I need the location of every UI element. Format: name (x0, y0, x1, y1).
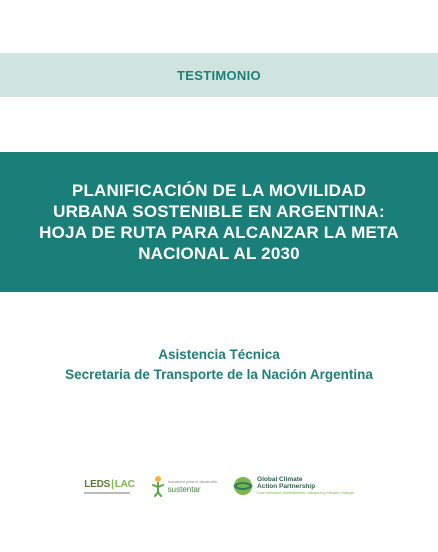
subtitle-line-2: Secretaria de Transporte de la Nación Argentina (65, 367, 373, 382)
sustentar-figure-icon (151, 475, 165, 497)
document-title: PLANIFICACIÓN DE LA MOVILIDAD URBANA SOSTENIBLE EN ARGENTINA: HOJA DE RUTA PARA ALCANZAR LA META NACIONAL AL 2030 (39, 181, 399, 263)
gcap-logo (233, 476, 354, 496)
gcap-name-line-1: Global Climate (257, 476, 303, 483)
header-band (0, 53, 438, 97)
leds-logo-underline (84, 492, 130, 494)
lac-logo-text: LAC (114, 478, 135, 490)
sustentar-name: sustentar (167, 485, 201, 494)
sustentar-logo (151, 475, 217, 497)
gcap-name-line-2: Action Partnership (257, 483, 316, 490)
leds-lac-logo: LEDS|LAC (84, 479, 134, 494)
leds-logo-text: LEDS (84, 478, 111, 490)
gcap-tagline: Low emission development, advancing climate change (257, 490, 354, 495)
subtitle-block (0, 345, 438, 385)
header-label: TESTIMONIO (177, 67, 261, 83)
title-band (0, 152, 438, 292)
gcap-globe-icon (233, 476, 253, 496)
partner-logos (0, 470, 438, 502)
subtitle-line-1: Asistencia Técnica (158, 347, 280, 362)
sustentar-tagline: fundación para el desarrollo (167, 479, 218, 484)
